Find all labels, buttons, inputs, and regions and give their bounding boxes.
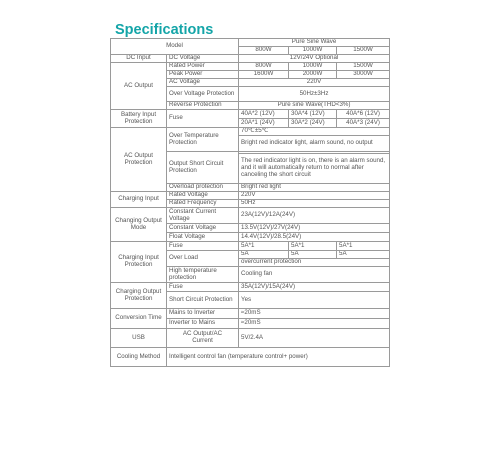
ac-voltage-value: 220V xyxy=(239,79,390,87)
table-row xyxy=(111,348,390,367)
battery-fuse-800-12v: 40A*2 (12V) xyxy=(239,110,289,119)
charging-input-category: Charging Input xyxy=(111,192,167,208)
rated-voltage-label: Rated Voltage xyxy=(167,192,239,200)
table-row xyxy=(111,55,390,63)
battery-fuse-800-24v: 20A*1 (24V) xyxy=(239,119,289,128)
usb-value: 5V/2.4A xyxy=(239,329,390,348)
over-voltage-label: Over Voltage Protection xyxy=(167,87,239,102)
mains-to-inverter-label: Mains to Inverter xyxy=(167,309,239,319)
peak-power-800: 1600W xyxy=(239,71,289,79)
high-temperature-value: Cooling fan xyxy=(239,267,390,283)
peak-power-1000: 2000W xyxy=(289,71,337,79)
table-row xyxy=(111,208,390,224)
page-title: Specifications xyxy=(115,22,214,38)
ac-output-category: AC Output xyxy=(111,63,167,110)
wave-header: Pure Sine Wave xyxy=(239,39,390,47)
short-circuit-label: Output Short Circuit Protection xyxy=(167,152,239,184)
charging-fuse-1000: 5A*1 xyxy=(289,242,337,251)
inverter-to-mains-label: Inverter to Mains xyxy=(167,319,239,329)
constant-voltage-label: Constant Voltage xyxy=(167,224,239,233)
battery-fuse-label: Fuse xyxy=(167,110,239,128)
battery-input-category: Battery Input Protection xyxy=(111,110,167,128)
charging-fuse-800: 5A*1 xyxy=(239,242,289,251)
cooling-method-value: Intelligent control fan (temperature control+ power) xyxy=(167,348,390,367)
temperature-threshold: 70℃±5℃ xyxy=(239,128,390,136)
constant-voltage-value: 13.5V(12V)/27V(24V) xyxy=(239,224,390,233)
battery-fuse-1500-24v: 40A*3 (24V) xyxy=(337,119,390,128)
over-temperature-value: Bright red indicator light, alarm sound, no output xyxy=(239,136,390,152)
over-load-1500: 5A xyxy=(337,251,390,259)
constant-current-value: 23A(12V)/12A(24V) xyxy=(239,208,390,224)
reverse-protection-value: Pure sine Wave(THD<3%) xyxy=(239,102,390,110)
float-voltage-label: Float Voltage xyxy=(167,233,239,242)
cooling-method-category: Cooling Method xyxy=(111,348,167,367)
table-row xyxy=(111,110,390,119)
table-row xyxy=(111,128,390,136)
conversion-time-category: Conversion Time xyxy=(111,309,167,329)
charging-input-protection-category: Charging Input Protection xyxy=(111,242,167,283)
ac-voltage-label: AC Voltage xyxy=(167,79,239,87)
rated-frequency-value: 50Hz xyxy=(239,200,390,208)
charging-output-protection-category: Charging Output Protection xyxy=(111,283,167,309)
battery-fuse-1500-12v: 40A*6 (12V) xyxy=(337,110,390,119)
model-header: Model xyxy=(111,39,239,55)
rated-voltage-value: 220V xyxy=(239,192,390,200)
table-row xyxy=(111,329,390,348)
over-load-label: Over Load xyxy=(167,251,239,267)
rated-power-800: 800W xyxy=(239,63,289,71)
peak-power-1500: 3000W xyxy=(337,71,390,79)
float-voltage-value: 14.4V(12V)/28.5(24V) xyxy=(239,233,390,242)
over-load-800: 5A xyxy=(239,251,289,259)
table-row xyxy=(111,283,390,292)
specifications-table xyxy=(110,38,390,367)
output-short-circuit-value: Yes xyxy=(239,292,390,309)
overload-value: Bright red light xyxy=(239,184,390,192)
inverter-to-mains-value: ≈20mS xyxy=(239,319,390,329)
table-row xyxy=(111,192,390,200)
constant-current-label: Constant Current Voltage xyxy=(167,208,239,224)
rated-power-1500: 1500W xyxy=(337,63,390,71)
overcurrent-protection-value: overcurrent protection xyxy=(239,259,390,267)
model-1000w: 1000W xyxy=(289,47,337,55)
table-row xyxy=(111,309,390,319)
battery-fuse-1000-12v: 30A*4 (12V) xyxy=(289,110,337,119)
high-temperature-label: High temperature protection xyxy=(167,267,239,283)
output-fuse-label: Fuse xyxy=(167,283,239,292)
usb-label-line2: Current xyxy=(192,337,213,344)
usb-category: USB xyxy=(111,329,167,348)
table-row xyxy=(111,39,390,47)
dc-voltage-value: 12V/24V Optional xyxy=(239,55,390,63)
overload-label: Overload protection xyxy=(167,184,239,192)
rated-power-label: Rated Power xyxy=(167,63,239,71)
model-1500w: 1500W xyxy=(337,47,390,55)
dc-input-category: DC Input xyxy=(111,55,167,63)
mains-to-inverter-value: ≈20mS xyxy=(239,309,390,319)
rated-power-1000: 1000W xyxy=(289,63,337,71)
output-short-circuit-label: Short Circuit Protection xyxy=(167,292,239,309)
table-row xyxy=(111,63,390,71)
ac-output-protection-category: AC Output Protection xyxy=(111,128,167,192)
output-fuse-value: 35A(12V)/15A(24V) xyxy=(239,283,390,292)
short-circuit-value: The red indicator light is on, there is an alarm sound, and it will automatically return to normal after canceling the short circuit xyxy=(239,154,390,184)
battery-fuse-1000-24v: 30A*2 (24V) xyxy=(289,119,337,128)
over-temperature-label: Over Temperature Protection xyxy=(167,128,239,152)
usb-label-line1: AC Output/AC xyxy=(182,330,223,338)
peak-power-label: Peak Power xyxy=(167,71,239,79)
model-800w: 800W xyxy=(239,47,289,55)
rated-frequency-label: Rated Frequency xyxy=(167,200,239,208)
reverse-protection-label: Reverse Protection xyxy=(167,102,239,110)
dc-voltage-label: DC Voltage xyxy=(167,55,239,63)
table-row xyxy=(111,242,390,251)
usb-label xyxy=(167,329,239,348)
charging-fuse-label: Fuse xyxy=(167,242,239,251)
charging-output-mode-category: Changing Output Mode xyxy=(111,208,167,242)
charging-fuse-1500: 5A*1 xyxy=(337,242,390,251)
over-load-1000: 5A xyxy=(289,251,337,259)
over-voltage-value: 50Hz±3Hz xyxy=(239,87,390,102)
